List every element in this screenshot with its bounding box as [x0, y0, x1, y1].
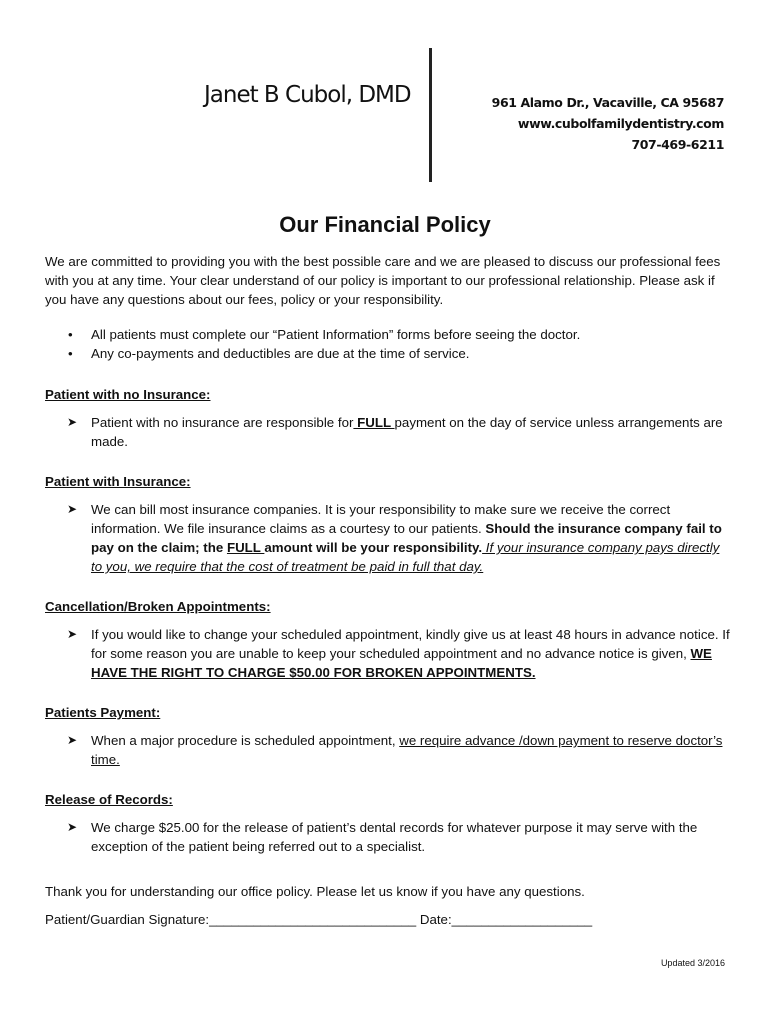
list-item: • Any co-payments and deductibles are due at the time of service.	[45, 344, 730, 363]
insurance-italic-note: If your insurance company pays directly to you, we require that the cost of treatment be paid in full that day.	[91, 540, 720, 574]
no-insurance-text-end: payment on the day of service unless arrangements are made.	[91, 415, 723, 449]
dentist-name: Janet B Cubol, DMD	[204, 82, 411, 108]
full-emphasis: FULL	[226, 540, 265, 555]
section-heading-insurance: Patient with Insurance:	[45, 474, 191, 489]
arrow-bullet-icon: ➤	[67, 820, 78, 834]
arrow-bullet-icon: ➤	[67, 733, 78, 747]
records-text: We charge $25.00 for the release of patient’s dental records for whatever purpose it may serve with the exception of the patient being referred out to a specialist.	[91, 820, 698, 854]
section-heading-records: Release of Records:	[45, 792, 173, 807]
closing-text: Thank you for understanding our office policy. Please let us know if you have any questions.	[45, 884, 585, 899]
full-emphasis: FULL	[353, 415, 395, 430]
cancellation-text: If you would like to change your scheduled appointment, kindly give us at least 48 hours in advance notice. If for some reason you are unable to keep your scheduled appointment and no advance notice is given,	[91, 627, 730, 661]
no-insurance-item	[45, 413, 730, 451]
updated-date: Updated 3/2016	[660, 958, 725, 968]
insurance-item	[45, 500, 730, 576]
address: 961 Alamo Dr., Vacaville, CA 95687	[491, 95, 724, 110]
insurance-bold-text: Should the insurance company fail to pay on the claim; the	[91, 521, 722, 555]
website: www.cubolfamilydentistry.com	[517, 116, 724, 131]
insurance-text: We can bill most insurance companies. It is your responsibility to make sure we receive the correct information. We file insurance claims as a courtesy to our patients.	[91, 502, 671, 536]
arrow-bullet-icon: ➤	[67, 415, 78, 429]
intro-paragraph: We are committed to providing you with the best possible care and we are pleased to discuss our professional fees with you at any time. Your clear understand of our policy is important to our professional relationship. Please ask if you have any questions about our fees, policy or your responsibility.	[45, 254, 721, 307]
signature-line: Patient/Guardian Signature:____________________________ Date:___________________	[45, 912, 593, 927]
page-title: Our Financial Policy	[279, 212, 491, 237]
section-heading-no-insurance: Patient with no Insurance:	[45, 387, 211, 402]
insurance-bold-text-end: amount will be your responsibility.	[264, 540, 483, 555]
arrow-bullet-icon: ➤	[67, 502, 78, 516]
contact-block	[492, 92, 724, 155]
no-insurance-text: Patient with no insurance are responsible for	[91, 415, 354, 430]
cancellation-item	[45, 625, 730, 682]
policy-content	[45, 252, 730, 929]
section-heading-cancellation: Cancellation/Broken Appointments:	[45, 599, 271, 614]
payment-underlined-text: we require advance /down payment to reserve doctor’s time.	[91, 733, 723, 767]
records-item	[45, 818, 730, 856]
general-rules-list	[45, 325, 730, 363]
arrow-bullet-icon: ➤	[67, 627, 78, 641]
list-item: • All patients must complete our “Patient Information” forms before seeing the doctor.	[45, 325, 730, 344]
phone: 707-469-6211	[631, 137, 724, 152]
payment-item	[45, 731, 730, 769]
broken-appointment-charge: WE HAVE THE RIGHT TO CHARGE $50.00 FOR BROKEN APPOINTMENTS.	[91, 646, 712, 680]
header-divider	[429, 48, 432, 182]
section-heading-payment: Patients Payment:	[45, 705, 161, 720]
payment-text: When a major procedure is scheduled appointment,	[91, 733, 400, 748]
